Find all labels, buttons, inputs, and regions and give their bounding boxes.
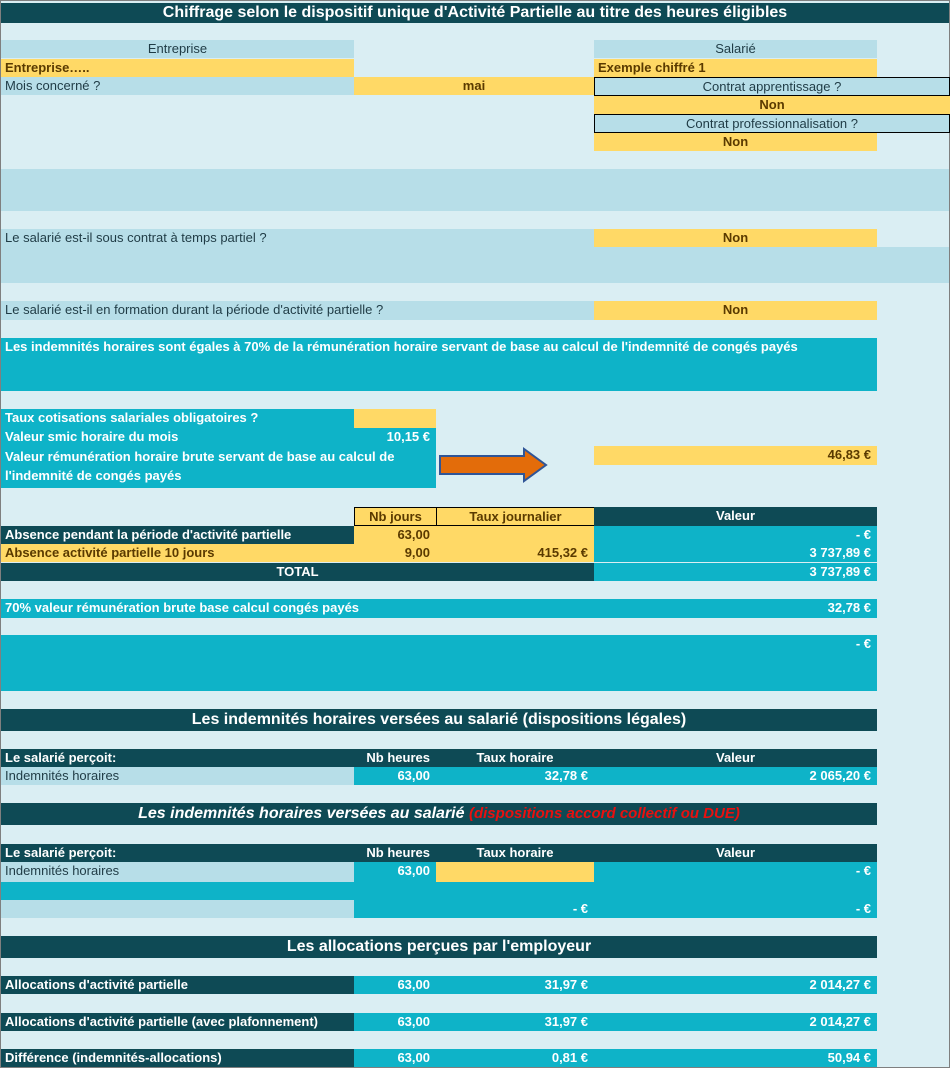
alloc-row2-taux: 31,97 €	[436, 1013, 594, 1031]
absence-row1-nb[interactable]: 63,00	[354, 526, 436, 544]
accord-col-label: Le salarié perçoit:	[1, 844, 354, 862]
temps-partiel-label: Le salarié est-il sous contrat à temps partiel ?	[1, 229, 594, 247]
accord-row2-label	[1, 900, 354, 918]
professionnalisation-label: Contrat professionnalisation ?	[594, 114, 950, 133]
accord-row-valeur: - €	[594, 862, 877, 882]
alloc-row1-taux: 31,97 €	[436, 976, 594, 994]
alloc-row3-taux: 0,81 €	[436, 1049, 594, 1067]
professionnalisation-select[interactable]: Non	[594, 133, 877, 151]
salarie-example-field[interactable]: Exemple chiffré 1	[594, 59, 877, 77]
absence-row1-valeur: - €	[594, 526, 877, 544]
accord-row-label: Indemnités horaires	[1, 862, 354, 882]
apprentissage-label: Contrat apprentissage ?	[594, 77, 950, 96]
accord-row2-nb	[354, 900, 436, 918]
smic-label: Valeur smic horaire du mois	[5, 429, 179, 444]
info-70-text: Les indemnités horaires sont égales à 70% de la rémunération horaire servant de base au calcul de l'indemnité de congés payés	[5, 339, 798, 354]
absence-row2-valeur: 3 737,89 €	[594, 544, 877, 562]
alloc-row2-label: Allocations d'activité partielle (avec plafonnement)	[1, 1013, 354, 1031]
formation-select[interactable]: Non	[594, 301, 877, 320]
month-label: Mois concerné ?	[1, 77, 354, 95]
section-spacer	[1, 247, 949, 283]
col-taux-journalier: Taux journalier	[436, 507, 595, 526]
legal-row-taux: 32,78 €	[436, 767, 594, 785]
col-nb-jours: Nb jours	[354, 507, 437, 526]
entreprise-header: Entreprise	[1, 40, 354, 58]
alloc-row1-nb: 63,00	[354, 976, 436, 994]
legal-col-label: Le salarié perçoit:	[1, 749, 354, 767]
absence-row1-label: Absence pendant la période d'activité partielle	[1, 526, 354, 544]
alloc-row1-label: Allocations d'activité partielle	[1, 976, 354, 994]
section-spacer	[1, 169, 949, 211]
absence-row2-nb[interactable]: 9,00	[354, 544, 436, 562]
legal-col-nb: Nb heures	[354, 749, 436, 767]
smic-value: 10,15 €	[386, 429, 430, 444]
accord-col-valeur: Valeur	[594, 844, 877, 862]
legal-title: Les indemnités horaires versées au salarié (dispositions légales)	[1, 709, 877, 731]
total-valeur: 3 737,89 €	[594, 563, 877, 581]
accord-row-taux-input[interactable]	[436, 862, 594, 882]
temps-partiel-select[interactable]: Non	[594, 229, 877, 247]
accord-col-nb: Nb heures	[354, 844, 436, 862]
alloc-row3-valeur: 50,94 €	[594, 1049, 877, 1067]
absence-row2-label: Absence activité partielle 10 jours	[1, 544, 354, 562]
legal-row-valeur: 2 065,20 €	[594, 767, 877, 785]
alloc-row3-nb: 63,00	[354, 1049, 436, 1067]
alloc-row3-label: Différence (indemnités-allocations)	[1, 1049, 354, 1067]
month-select[interactable]: mai	[354, 77, 594, 95]
remun-label: Valeur rémunération horaire brute servant de base au calcul de l'indemnité de congés payés	[5, 449, 395, 483]
allocations-title: Les allocations perçues par l'employeur	[1, 936, 877, 958]
alloc-row2-valeur: 2 014,27 €	[594, 1013, 877, 1031]
pct70-extra-value: - €	[855, 636, 871, 651]
accord-title-main: Les indemnités horaires versées au salarié	[138, 805, 465, 822]
taux-cotisations-input[interactable]	[354, 409, 436, 428]
total-label: TOTAL	[1, 563, 594, 581]
alloc-row2-nb: 63,00	[354, 1013, 436, 1031]
arrow-right-icon	[438, 447, 550, 483]
col-valeur: Valeur	[594, 507, 877, 526]
page-title: Chiffrage selon le dispositif unique d'Activité Partielle au titre des heures éligibles	[1, 3, 949, 23]
absence-row2-taux: 415,32 €	[436, 544, 594, 562]
legal-row-nb: 63,00	[354, 767, 436, 785]
accord-row-nb: 63,00	[354, 862, 436, 882]
accord-title	[1, 803, 877, 825]
salarie-header: Salarié	[594, 40, 877, 58]
accord-row2-valeur: - €	[594, 900, 877, 918]
formation-label: Le salarié est-il en formation durant la période d'activité partielle ?	[1, 301, 594, 320]
entreprise-name-field[interactable]: Entreprise…..	[1, 59, 354, 77]
info-70-banner	[1, 338, 877, 391]
legal-row-label: Indemnités horaires	[1, 767, 354, 785]
legal-col-taux: Taux horaire	[436, 749, 594, 767]
accord-gap	[1, 882, 877, 900]
legal-col-valeur: Valeur	[594, 749, 877, 767]
taux-cotisations-label: Taux cotisations salariales obligatoires ?	[1, 409, 354, 428]
alloc-row1-valeur: 2 014,27 €	[594, 976, 877, 994]
pct70-label: 70% valeur rémunération brute base calcul congés payés	[5, 600, 360, 615]
absence-row1-taux	[436, 526, 594, 544]
pct70-value: 32,78 €	[827, 600, 871, 615]
accord-col-taux: Taux horaire	[436, 844, 594, 862]
accord-row2-taux: - €	[436, 900, 594, 918]
accord-title-red: (dispositions accord collectif ou DUE)	[468, 805, 740, 822]
apprentissage-select[interactable]: Non	[594, 96, 950, 114]
remun-value: 46,83 €	[594, 446, 877, 465]
